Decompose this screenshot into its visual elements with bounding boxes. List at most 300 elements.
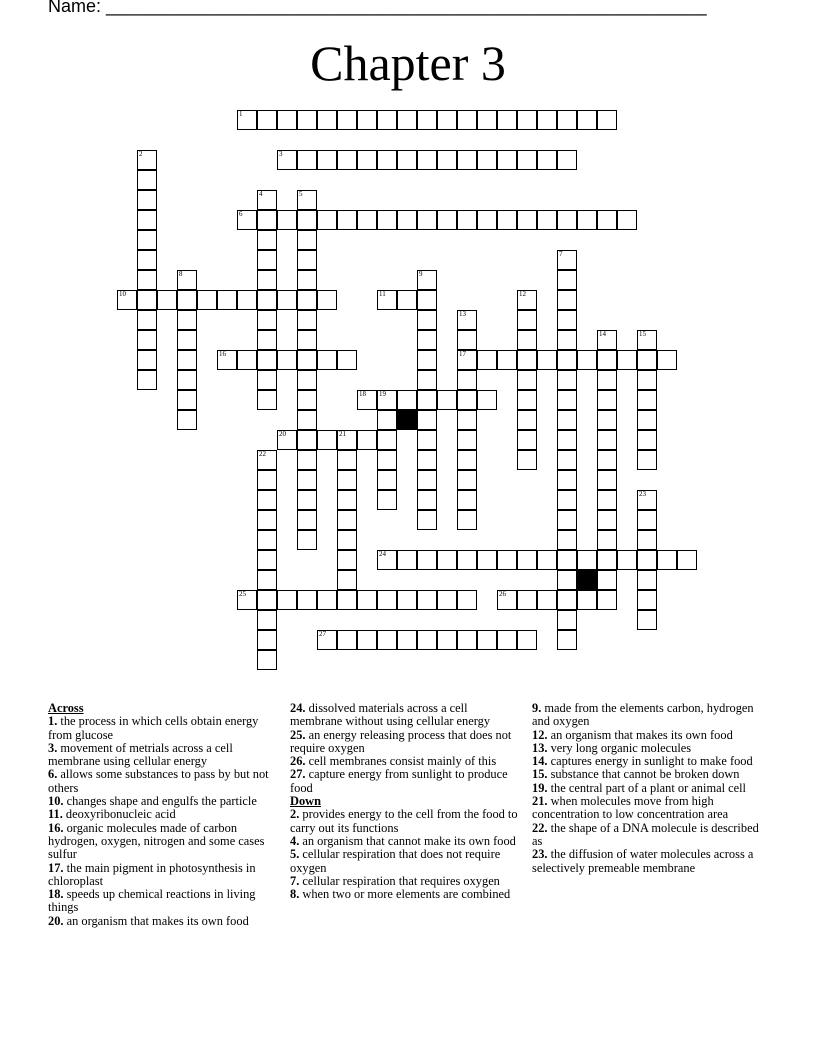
grid-cell[interactable] <box>497 590 517 610</box>
grid-cell[interactable] <box>397 210 417 230</box>
grid-cell[interactable] <box>177 350 197 370</box>
grid-cell[interactable] <box>637 350 657 370</box>
grid-cell[interactable] <box>297 490 317 510</box>
grid-cell[interactable] <box>257 310 277 330</box>
grid-cell[interactable] <box>277 350 297 370</box>
grid-cell[interactable] <box>537 550 557 570</box>
grid-cell[interactable] <box>637 590 657 610</box>
grid-cell[interactable] <box>597 550 617 570</box>
grid-cell[interactable] <box>277 150 297 170</box>
grid-cell[interactable] <box>257 590 277 610</box>
grid-cell[interactable] <box>177 390 197 410</box>
across-clue <box>48 822 276 862</box>
grid-cell[interactable] <box>597 330 617 350</box>
grid-cell[interactable] <box>637 410 657 430</box>
grid-cell[interactable] <box>557 270 577 290</box>
grid-cell[interactable] <box>537 210 557 230</box>
grid-cell[interactable] <box>297 290 317 310</box>
grid-cell[interactable] <box>377 210 397 230</box>
grid-cell[interactable] <box>417 470 437 490</box>
clue-label: 7. <box>290 873 300 888</box>
clue-text: made from the elements carbon, hydrogen and oxygen <box>532 701 754 729</box>
grid-cell[interactable] <box>357 390 377 410</box>
grid-cell[interactable] <box>557 490 577 510</box>
grid-cell[interactable] <box>457 430 477 450</box>
grid-cell[interactable] <box>477 630 497 650</box>
grid-cell[interactable] <box>257 470 277 490</box>
clue-number: 16 <box>219 350 226 358</box>
grid-cell[interactable] <box>397 150 417 170</box>
grid-cell[interactable] <box>257 290 277 310</box>
grid-cell[interactable] <box>357 430 377 450</box>
grid-cell[interactable] <box>297 470 317 490</box>
grid-cell[interactable] <box>597 410 617 430</box>
grid-cell[interactable] <box>537 590 557 610</box>
grid-cell[interactable] <box>637 610 657 630</box>
grid-cell[interactable] <box>137 370 157 390</box>
grid-cell[interactable] <box>297 210 317 230</box>
grid-cell[interactable] <box>137 250 157 270</box>
grid-cell[interactable] <box>177 310 197 330</box>
grid-cell[interactable] <box>177 290 197 310</box>
grid-cell[interactable] <box>237 290 257 310</box>
grid-cell[interactable] <box>517 430 537 450</box>
grid-cell[interactable] <box>357 150 377 170</box>
grid-cell[interactable] <box>557 390 577 410</box>
grid-cell[interactable] <box>357 210 377 230</box>
grid-cell[interactable] <box>457 150 477 170</box>
grid-cell[interactable] <box>257 530 277 550</box>
grid-cell[interactable] <box>337 110 357 130</box>
grid-cell[interactable] <box>497 150 517 170</box>
grid-cell[interactable] <box>357 630 377 650</box>
grid-cell[interactable] <box>117 290 137 310</box>
grid-cell[interactable] <box>457 350 477 370</box>
grid-cell[interactable] <box>297 390 317 410</box>
grid-cell[interactable] <box>397 630 417 650</box>
grid-cell[interactable] <box>437 630 457 650</box>
grid-cell[interactable] <box>437 150 457 170</box>
grid-cell[interactable] <box>257 210 277 230</box>
grid-cell[interactable] <box>377 110 397 130</box>
grid-cell[interactable] <box>517 210 537 230</box>
grid-cell[interactable] <box>417 210 437 230</box>
grid-cell[interactable] <box>297 370 317 390</box>
down-clue <box>532 768 768 781</box>
grid-cell[interactable] <box>597 370 617 390</box>
grid-cell[interactable] <box>137 270 157 290</box>
grid-cell[interactable] <box>637 330 657 350</box>
grid-cell[interactable] <box>337 150 357 170</box>
grid-cell[interactable] <box>497 630 517 650</box>
grid-cell[interactable] <box>537 150 557 170</box>
clue-number: 23 <box>639 490 646 498</box>
grid-cell[interactable] <box>557 430 577 450</box>
grid-cell[interactable] <box>337 590 357 610</box>
grid-cell[interactable] <box>517 110 537 130</box>
grid-cell[interactable] <box>457 490 477 510</box>
grid-cell[interactable] <box>297 190 317 210</box>
grid-cell[interactable] <box>557 590 577 610</box>
grid-cell[interactable] <box>637 490 657 510</box>
grid-cell[interactable] <box>337 210 357 230</box>
grid-cell[interactable] <box>137 350 157 370</box>
grid-cell[interactable] <box>137 310 157 330</box>
grid-cell[interactable] <box>457 110 477 130</box>
grid-cell[interactable] <box>597 450 617 470</box>
grid-cell[interactable] <box>377 290 397 310</box>
grid-cell[interactable] <box>417 290 437 310</box>
grid-cell[interactable] <box>297 330 317 350</box>
grid-cell[interactable] <box>237 350 257 370</box>
grid-cell[interactable] <box>417 150 437 170</box>
grid-cell[interactable] <box>137 330 157 350</box>
clue-label: 20. <box>48 913 64 928</box>
grid-cell[interactable] <box>417 510 437 530</box>
grid-cell[interactable] <box>457 310 477 330</box>
grid-cell[interactable] <box>497 110 517 130</box>
grid-cell[interactable] <box>397 290 417 310</box>
grid-cell[interactable] <box>417 370 437 390</box>
grid-cell[interactable] <box>177 270 197 290</box>
grid-cell[interactable] <box>457 330 477 350</box>
grid-cell[interactable] <box>477 550 497 570</box>
grid-cell[interactable] <box>297 430 317 450</box>
grid-cell[interactable] <box>517 150 537 170</box>
grid-cell[interactable] <box>557 450 577 470</box>
grid-cell[interactable] <box>257 550 277 570</box>
grid-cell[interactable] <box>437 110 457 130</box>
grid-cell[interactable] <box>537 350 557 370</box>
grid-cell[interactable] <box>297 250 317 270</box>
grid-cell[interactable] <box>397 390 417 410</box>
grid-cell[interactable] <box>317 210 337 230</box>
grid-cell[interactable] <box>417 350 437 370</box>
grid-cell[interactable] <box>557 470 577 490</box>
grid-cell[interactable] <box>177 370 197 390</box>
clue-label: 15. <box>532 767 548 782</box>
grid-cell[interactable] <box>277 110 297 130</box>
grid-cell[interactable] <box>377 150 397 170</box>
grid-cell[interactable] <box>437 590 457 610</box>
grid-cell[interactable] <box>557 330 577 350</box>
grid-cell[interactable] <box>297 510 317 530</box>
grid-cell[interactable] <box>517 390 537 410</box>
grid-cell[interactable] <box>217 350 237 370</box>
grid-cell[interactable] <box>257 230 277 250</box>
grid-cell[interactable] <box>417 330 437 350</box>
grid-cell[interactable] <box>137 170 157 190</box>
grid-cell[interactable] <box>417 390 437 410</box>
grid-cell[interactable] <box>417 450 437 470</box>
grid-cell[interactable] <box>257 370 277 390</box>
grid-cell[interactable] <box>597 390 617 410</box>
grid-cell[interactable] <box>457 470 477 490</box>
grid-cell[interactable] <box>317 290 337 310</box>
grid-cell[interactable] <box>557 570 577 590</box>
grid-cell[interactable] <box>477 210 497 230</box>
clue-number: 22 <box>259 450 266 458</box>
grid-cell[interactable] <box>277 430 297 450</box>
clue-number: 17 <box>459 350 466 358</box>
grid-cell[interactable] <box>417 310 437 330</box>
grid-cell[interactable] <box>317 150 337 170</box>
grid-cell[interactable] <box>677 550 697 570</box>
grid-cell[interactable] <box>317 110 337 130</box>
grid-cell[interactable] <box>557 110 577 130</box>
grid-cell[interactable] <box>377 490 397 510</box>
grid-cell[interactable] <box>377 470 397 490</box>
grid-cell[interactable] <box>417 490 437 510</box>
grid-cell[interactable] <box>317 350 337 370</box>
grid-cell[interactable] <box>337 570 357 590</box>
clue-number: 25 <box>239 590 246 598</box>
grid-cell[interactable] <box>197 290 217 310</box>
clue-label: 18. <box>48 887 64 902</box>
grid-cell[interactable] <box>237 590 257 610</box>
grid-cell[interactable] <box>637 390 657 410</box>
grid-cell[interactable] <box>597 490 617 510</box>
clue-text: an organism that cannot make its own food <box>299 833 516 848</box>
grid-cell[interactable] <box>377 550 397 570</box>
grid-cell[interactable] <box>257 110 277 130</box>
grid-cell[interactable] <box>477 350 497 370</box>
grid-cell[interactable] <box>477 150 497 170</box>
grid-cell[interactable] <box>557 350 577 370</box>
grid-cell[interactable] <box>457 410 477 430</box>
grid-cell[interactable] <box>557 410 577 430</box>
grid-cell[interactable] <box>517 350 537 370</box>
grid-cell[interactable] <box>337 450 357 470</box>
grid-cell[interactable] <box>417 110 437 130</box>
grid-cell[interactable] <box>257 570 277 590</box>
grid-cell[interactable] <box>637 530 657 550</box>
down-clue <box>532 729 768 742</box>
grid-cell[interactable] <box>477 390 497 410</box>
grid-cell[interactable] <box>557 250 577 270</box>
grid-cell[interactable] <box>297 350 317 370</box>
grid-cell[interactable] <box>457 550 477 570</box>
grid-cell[interactable] <box>597 590 617 610</box>
grid-cell[interactable] <box>257 450 277 470</box>
grid-cell[interactable] <box>637 510 657 530</box>
grid-cell[interactable] <box>337 470 357 490</box>
grid-cell[interactable] <box>517 630 537 650</box>
grid-cell[interactable] <box>597 470 617 490</box>
grid-cell[interactable] <box>257 190 277 210</box>
grid-cell[interactable] <box>457 510 477 530</box>
grid-cell[interactable] <box>317 590 337 610</box>
grid-cell[interactable] <box>557 610 577 630</box>
down-clue <box>532 782 768 795</box>
grid-cell[interactable] <box>557 210 577 230</box>
grid-cell[interactable] <box>377 430 397 450</box>
grid-cell[interactable] <box>337 530 357 550</box>
grid-cell[interactable] <box>597 570 617 590</box>
grid-cell[interactable] <box>257 330 277 350</box>
grid-cell[interactable] <box>337 550 357 570</box>
grid-cell[interactable] <box>157 290 177 310</box>
grid-cell[interactable] <box>297 410 317 430</box>
grid-cell[interactable] <box>517 550 537 570</box>
grid-cell[interactable] <box>317 630 337 650</box>
grid-cell[interactable] <box>257 510 277 530</box>
grid-cell[interactable] <box>257 390 277 410</box>
grid-cell[interactable] <box>557 630 577 650</box>
grid-cell[interactable] <box>517 330 537 350</box>
clue-text: allows some substances to pass by but not others <box>48 767 269 795</box>
grid-cell[interactable] <box>177 410 197 430</box>
clue-number: 26 <box>499 590 506 598</box>
grid-cell[interactable] <box>337 430 357 450</box>
grid-cell[interactable] <box>137 190 157 210</box>
grid-cell[interactable] <box>597 210 617 230</box>
grid-cell[interactable] <box>297 270 317 290</box>
clue-label: 27. <box>290 767 306 782</box>
grid-cell[interactable] <box>557 150 577 170</box>
grid-cell[interactable] <box>217 290 237 310</box>
grid-cell[interactable] <box>557 550 577 570</box>
grid-cell[interactable] <box>297 150 317 170</box>
clue-text: cellular respiration that requires oxygen <box>299 873 500 888</box>
grid-cell[interactable] <box>557 370 577 390</box>
grid-cell[interactable] <box>637 370 657 390</box>
grid-cell[interactable] <box>637 430 657 450</box>
grid-cell[interactable] <box>517 450 537 470</box>
grid-cell[interactable] <box>297 590 317 610</box>
grid-cell[interactable] <box>457 590 477 610</box>
grid-cell[interactable] <box>517 410 537 430</box>
grid-cell[interactable] <box>277 210 297 230</box>
grid-cell[interactable] <box>557 530 577 550</box>
grid-cell[interactable] <box>537 110 557 130</box>
grid-cell[interactable] <box>637 450 657 470</box>
grid-cell[interactable] <box>497 210 517 230</box>
grid-cell[interactable] <box>517 290 537 310</box>
grid-cell[interactable] <box>337 490 357 510</box>
grid-cell[interactable] <box>577 550 597 570</box>
clue-number: 10 <box>119 290 126 298</box>
clue-label: 3. <box>48 740 58 755</box>
grid-cell[interactable] <box>657 550 677 570</box>
clues-column-3 <box>532 702 768 875</box>
grid-cell[interactable] <box>497 350 517 370</box>
grid-cell[interactable] <box>577 110 597 130</box>
grid-cell[interactable] <box>417 430 437 450</box>
grid-cell[interactable] <box>597 530 617 550</box>
grid-cell[interactable] <box>417 590 437 610</box>
grid-cell[interactable] <box>557 310 577 330</box>
grid-cell[interactable] <box>457 630 477 650</box>
grid-cell[interactable] <box>637 570 657 590</box>
grid-cell[interactable] <box>297 230 317 250</box>
grid-cell[interactable] <box>417 270 437 290</box>
grid-cell[interactable] <box>337 630 357 650</box>
grid-cell[interactable] <box>457 210 477 230</box>
grid-cell[interactable] <box>457 390 477 410</box>
grid-cell[interactable] <box>397 110 417 130</box>
grid-cell[interactable] <box>377 630 397 650</box>
grid-cell[interactable] <box>417 410 437 430</box>
grid-cell[interactable] <box>377 450 397 470</box>
grid-cell[interactable] <box>617 210 637 230</box>
grid-cell[interactable] <box>577 350 597 370</box>
grid-cell[interactable] <box>397 590 417 610</box>
grid-cell[interactable] <box>657 350 677 370</box>
grid-cell[interactable] <box>257 610 277 630</box>
grid-cell[interactable] <box>257 630 277 650</box>
grid-cell[interactable] <box>357 590 377 610</box>
grid-cell[interactable] <box>277 290 297 310</box>
grid-cell[interactable] <box>337 510 357 530</box>
clue-label: 23. <box>532 847 548 862</box>
grid-cell[interactable] <box>257 490 277 510</box>
across-clue <box>48 862 276 889</box>
clue-text: when molecules move from high concentration to low concentration area <box>532 794 729 822</box>
grid-cell[interactable] <box>577 590 597 610</box>
grid-cell[interactable] <box>597 350 617 370</box>
grid-cell[interactable] <box>597 430 617 450</box>
grid-cell[interactable] <box>337 350 357 370</box>
grid-cell[interactable] <box>437 210 457 230</box>
grid-cell[interactable] <box>237 210 257 230</box>
grid-cell[interactable] <box>557 290 577 310</box>
grid-cell[interactable] <box>297 110 317 130</box>
grid-cell[interactable] <box>477 110 497 130</box>
grid-cell[interactable] <box>457 450 477 470</box>
grid-cell[interactable] <box>317 430 337 450</box>
grid-cell[interactable] <box>377 390 397 410</box>
grid-cell[interactable] <box>237 110 257 130</box>
grid-cell[interactable] <box>257 270 277 290</box>
grid-cell[interactable] <box>417 550 437 570</box>
grid-cell[interactable] <box>377 590 397 610</box>
grid-cell[interactable] <box>257 350 277 370</box>
grid-cell[interactable] <box>417 630 437 650</box>
grid-cell[interactable] <box>297 310 317 330</box>
grid-cell[interactable] <box>177 330 197 350</box>
grid-cell[interactable] <box>137 210 157 230</box>
grid-cell[interactable] <box>257 250 277 270</box>
grid-cell[interactable] <box>297 530 317 550</box>
grid-cell[interactable] <box>297 450 317 470</box>
grid-cell[interactable] <box>257 650 277 670</box>
grid-cell[interactable] <box>137 290 157 310</box>
grid-cell[interactable] <box>517 310 537 330</box>
grid-cell[interactable] <box>517 370 537 390</box>
grid-cell[interactable] <box>437 390 457 410</box>
grid-cell[interactable] <box>577 210 597 230</box>
grid-cell[interactable] <box>277 590 297 610</box>
clue-number: 14 <box>599 330 606 338</box>
grid-cell[interactable] <box>457 370 477 390</box>
grid-cell[interactable] <box>617 550 637 570</box>
grid-cell[interactable] <box>597 510 617 530</box>
grid-cell[interactable] <box>557 510 577 530</box>
grid-cell[interactable] <box>377 410 397 430</box>
grid-cell[interactable] <box>617 350 637 370</box>
grid-cell[interactable] <box>637 550 657 570</box>
grid-cell[interactable] <box>437 550 457 570</box>
grid-cell[interactable] <box>597 110 617 130</box>
grid-cell[interactable] <box>137 150 157 170</box>
grid-cell[interactable] <box>517 590 537 610</box>
grid-cell[interactable] <box>497 550 517 570</box>
grid-cell[interactable] <box>357 110 377 130</box>
grid-cell[interactable] <box>397 550 417 570</box>
name-field[interactable]: Name: ____________________________________________________________ <box>48 0 707 16</box>
grid-cell[interactable] <box>137 230 157 250</box>
